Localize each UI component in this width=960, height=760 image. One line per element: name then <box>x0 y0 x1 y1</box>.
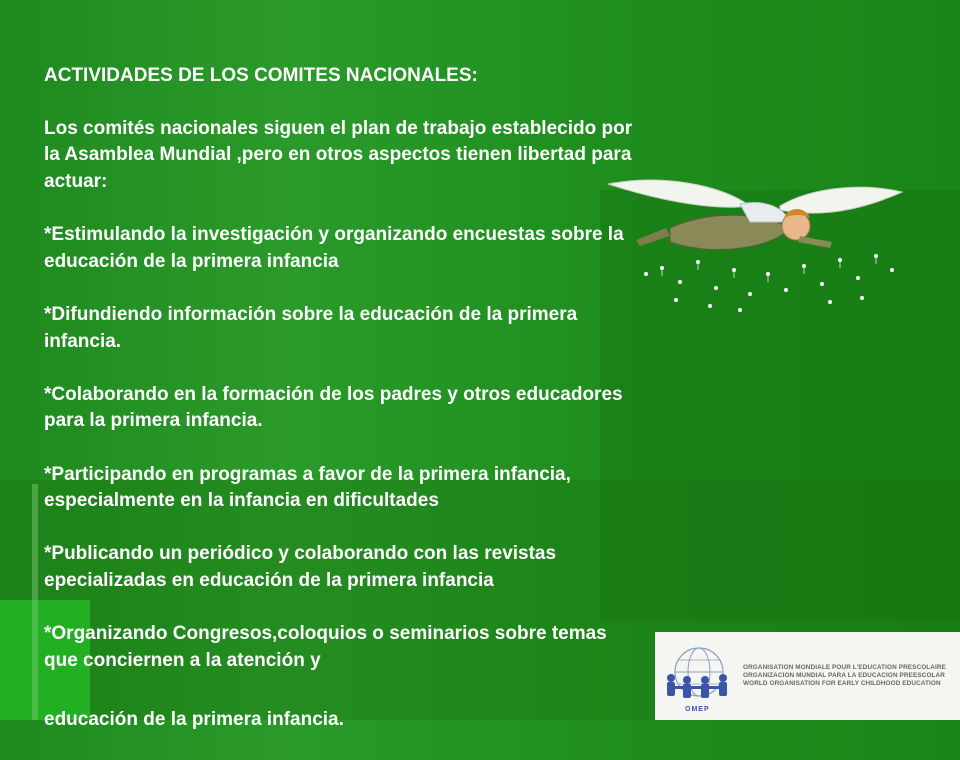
bullet-item: *Difundiendo información sobre la educación de la primera infancia. <box>44 303 578 352</box>
slide-title: ACTIVIDADES DE LOS COMITES NACIONALES: <box>44 64 478 86</box>
background-line <box>32 484 38 720</box>
flying-child-illustration <box>600 170 910 320</box>
logo-line-fr: ORGANISATION MONDIALE POUR L'EDUCATION PRESCOLAIRE <box>743 664 946 671</box>
logo-line-en: WORLD ORGANISATION FOR EARLY CHILDHOOD EDUCATION <box>743 680 941 687</box>
bullet-item-end: educación de la primera infancia. <box>44 708 344 730</box>
slide-intro: Los comités nacionales siguen el plan de trabajo establecido por la Asamblea Mundial ,pero en otros aspectos tienen libertad para actuar: <box>44 117 633 192</box>
logo-line-es: ORGANIZACION MUNDIAL PARA LA EDUCACION PREESCOLAR <box>743 672 945 679</box>
bullet-item: *Organizando Congresos,coloquios o seminarios sobre temas que conciernen a la atención y <box>44 623 607 671</box>
omep-logo <box>655 632 960 720</box>
bullet-item: *Estimulando la investigación y organizando encuestas sobre la educación de la primera infancia <box>44 224 624 272</box>
slide-content <box>44 36 634 760</box>
globe-children-icon <box>661 642 737 708</box>
logo-text <box>743 664 955 688</box>
bullet-item: *Colaborando en la formación de los padres y otros educadores para la primera infancia. <box>44 383 623 432</box>
bullet-item: *Publicando un periódico y colaborando con las revistas epecializadas en educación de la primera infancia <box>44 543 557 591</box>
logo-name: OMEP <box>685 706 710 713</box>
bullet-item: *Participando en programas a favor de la primera infancia, especialmente en la infancia en dificultades <box>44 463 571 512</box>
